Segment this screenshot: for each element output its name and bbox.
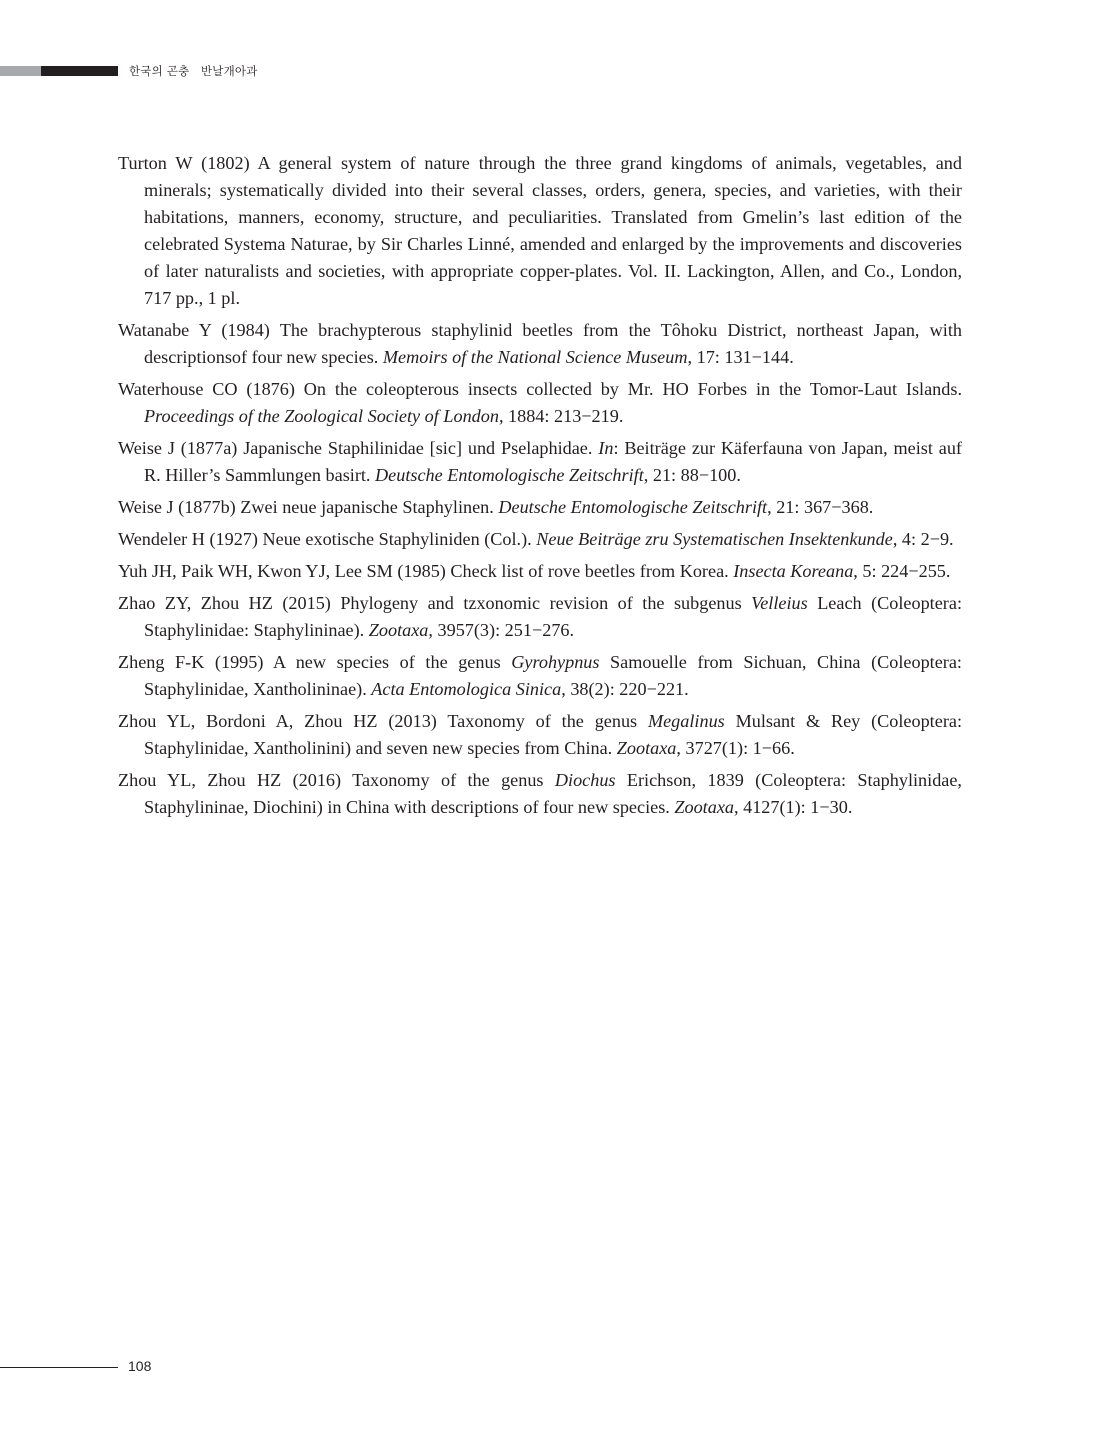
reference-entry — [118, 649, 962, 703]
reference-text: , 3727(1): 1−66. — [676, 738, 795, 758]
reference-entry — [118, 435, 962, 489]
reference-text: : Beiträge zur Käferfauna von Japan, meist auf R. Hiller’s Sammlungen basirt. — [144, 438, 962, 485]
reference-text: , 21: 367−368. — [767, 497, 874, 517]
reference-italic-text: Insecta Koreana — [733, 561, 854, 581]
reference-text: Mulsant & Rey (Coleoptera: Staphylinidae, Xantholinini) and seven new species from China. — [144, 711, 962, 758]
reference-italic-text: Zootaxa — [368, 620, 429, 640]
reference-italic-text: Zootaxa — [674, 797, 734, 817]
reference-text: Wendeler H (1927) Neue exotische Staphyliniden (Col.). — [118, 529, 537, 549]
reference-entry — [118, 708, 962, 762]
reference-italic-text: Velleius — [751, 593, 808, 613]
reference-text: , 38(2): 220−221. — [561, 679, 689, 699]
reference-entry — [118, 494, 962, 521]
reference-text: , 21: 88−100. — [643, 465, 741, 485]
reference-entry — [118, 317, 962, 371]
reference-text: , 4127(1): 1−30. — [734, 797, 853, 817]
reference-text: Zhou YL, Zhou HZ (2016) Taxonomy of the genus — [118, 770, 555, 790]
reference-text: Turton W (1802) A general system of nature through the three grand kingdoms of animals, vegetables, and minerals; systematically divided into their several classes, orders, genera, species, and varieties, with their habitations, manners, economy, structure, and peculiarities. Translated from Gmelin’s last edition of the celebrated Systema Naturae, by Sir Charles Linné, amended and enlarged by the improvements and discoveries of later naturalists and societies, with appropriate copper-plates. Vol. II. Lackington, Allen, and Co., London, 717 pp., 1 pl. — [118, 153, 962, 308]
reference-italic-text: Neue Beiträge zru Systematischen Insektenkunde — [536, 529, 893, 549]
reference-italic-text: Acta Entomologica Sinica — [371, 679, 562, 699]
reference-entry — [118, 526, 962, 553]
reference-text: Yuh JH, Paik WH, Kwon YJ, Lee SM (1985) Check list of rove beetles from Korea. — [118, 561, 734, 581]
reference-text: Leach (Coleoptera: Staphylinidae: Staphylininae). — [144, 593, 962, 640]
reference-italic-text: Proceedings of the Zoological Society of London — [144, 406, 499, 426]
running-header: 한국의 곤충 반날개아과 — [129, 64, 258, 78]
reference-text: Samouelle from Sichuan, China (Coleoptera: Staphylinidae, Xantholininae). — [144, 652, 962, 699]
footer-rule — [0, 1367, 118, 1368]
reference-entry — [118, 767, 962, 821]
reference-text: Watanabe Y (1984) The brachypterous staphylinid beetles from the Tôhoku District, northeast Japan, with descriptionsof four new species. — [118, 320, 962, 367]
header-bar-gray — [0, 66, 41, 76]
reference-text: , 3957(3): 251−276. — [428, 620, 575, 640]
reference-italic-text: Megalinus — [647, 711, 725, 731]
reference-text: Zhao ZY, Zhou HZ (2015) Phylogeny and tzxonomic revision of the subgenus — [118, 593, 752, 613]
reference-text: Erichson, 1839 (Coleoptera: Staphylinidae, Staphylininae, Diochini) in China with descriptions of four new species. — [144, 770, 962, 817]
reference-text: Zheng F-K (1995) A new species of the genus — [118, 652, 512, 672]
reference-italic-text: Deutsche Entomologische Zeitschrift — [498, 497, 768, 517]
page-number: 108 — [128, 1358, 152, 1374]
reference-text: , 1884: 213−219. — [498, 406, 624, 426]
reference-entry — [118, 558, 962, 585]
reference-italic-text: Memoirs of the National Science Museum — [382, 347, 688, 367]
reference-text: Zhou YL, Bordoni A, Zhou HZ (2013) Taxonomy of the genus — [118, 711, 648, 731]
reference-text: , 17: 131−144. — [687, 347, 794, 367]
reference-text: , 4: 2−9. — [892, 529, 954, 549]
reference-text: Weise J (1877a) Japanische Staphilinidae [sic] und Pselaphidae. — [118, 438, 599, 458]
reference-entry — [118, 150, 962, 312]
reference-entry — [118, 590, 962, 644]
reference-italic-text: Gyrohypnus — [511, 652, 600, 672]
reference-text: Waterhouse CO (1876) On the coleopterous insects collected by Mr. HO Forbes in the Tomor-Laut Islands. — [118, 379, 962, 399]
reference-text: , 5: 224−255. — [853, 561, 951, 581]
reference-italic-text: Zootaxa — [616, 738, 677, 758]
reference-italic-text: Diochus — [554, 770, 616, 790]
reference-text: Weise J (1877b) Zwei neue japanische Staphylinen. — [118, 497, 499, 517]
reference-list — [118, 150, 962, 826]
reference-entry — [118, 376, 962, 430]
header-bar-black — [41, 66, 118, 76]
reference-italic-text: In — [598, 438, 614, 458]
reference-italic-text: Deutsche Entomologische Zeitschrift — [375, 465, 644, 485]
